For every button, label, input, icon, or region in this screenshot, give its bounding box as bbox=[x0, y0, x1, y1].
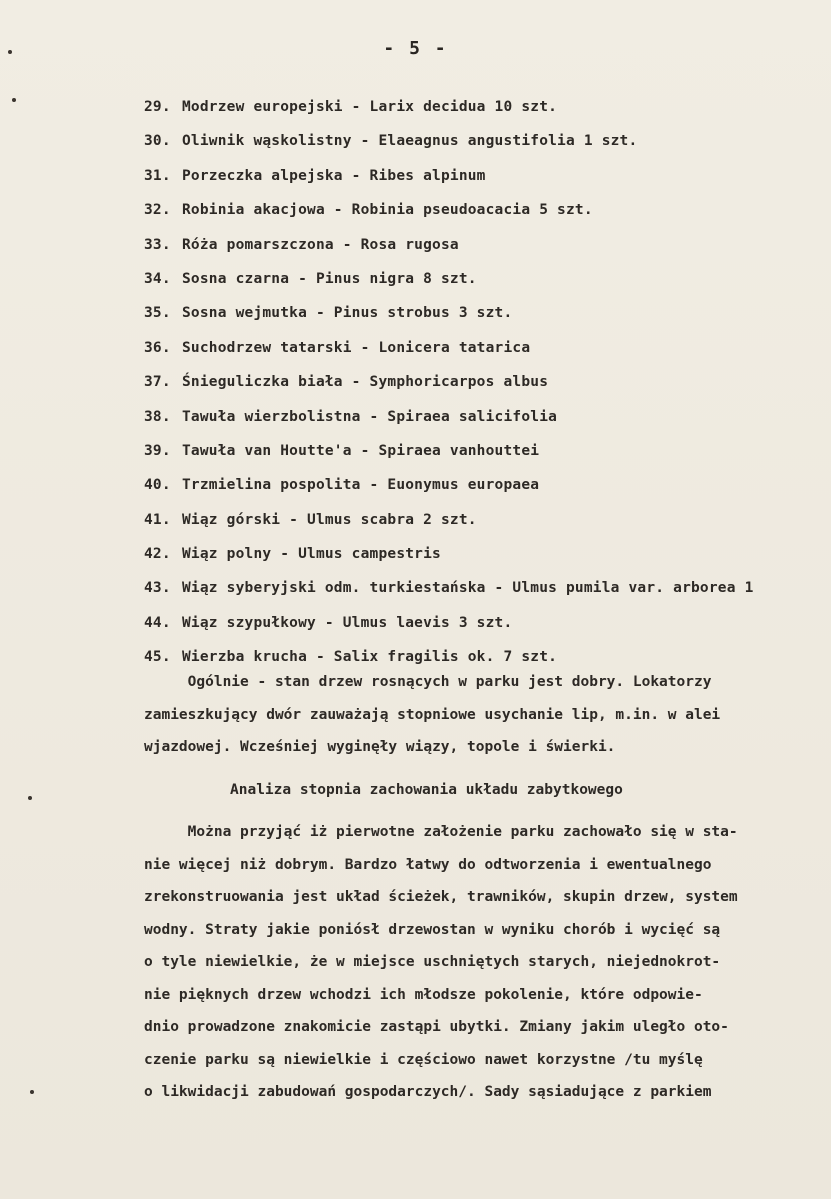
paragraph-line: wodny. Straty jakie poniósł drzewostan w wyniku chorób i wycięć są bbox=[144, 921, 721, 938]
list-item-text: Wiąz syberyjski odm. turkiestańska - Ulmus pumila var. arborea 1 bbox=[182, 580, 754, 597]
paragraph-line: czenie parku są niewielkie i częściowo nawet korzystne /tu myślę bbox=[144, 1051, 703, 1068]
list-item-text: Porzeczka alpejska - Ribes alpinum bbox=[182, 167, 486, 184]
margin-mark bbox=[8, 50, 12, 54]
list-item bbox=[144, 296, 831, 330]
list-item-number: 42. bbox=[144, 546, 171, 563]
list-item-text: Sosna wejmutka - Pinus strobus 3 szt. bbox=[182, 305, 513, 322]
section-heading: Analiza stopnia zachowania układu zabytkowego bbox=[230, 782, 623, 798]
list-item-text: Tawuła van Houtte'a - Spiraea vanhouttei bbox=[182, 442, 540, 459]
list-item bbox=[144, 400, 831, 434]
list-item-number: 36. bbox=[144, 339, 171, 356]
list-item-text: Wiąz górski - Ulmus scabra 2 szt. bbox=[182, 511, 477, 528]
paragraph-line: Można przyjąć iż pierwotne założenie parku zachowało się w sta- bbox=[144, 824, 738, 840]
list-item-number: 33. bbox=[144, 236, 171, 253]
list-item bbox=[144, 228, 831, 262]
margin-mark bbox=[30, 1090, 34, 1094]
paragraph-line: wjazdowej. Wcześniej wyginęły wiązy, topole i świerki. bbox=[144, 739, 616, 755]
list-item-number: 44. bbox=[144, 614, 171, 631]
paragraph-line: zamieszkujący dwór zauważają stopniowe usychanie lip, m.in. w alei bbox=[144, 706, 721, 723]
paragraph-line: Ogólnie - stan drzew rosnących w parku jest dobry. Lokatorzy bbox=[144, 674, 712, 690]
list-item bbox=[144, 159, 831, 193]
list-item-text: Wiąz polny - Ulmus campestris bbox=[182, 546, 441, 563]
list-item-text: Modrzew europejski - Larix decidua 10 szt. bbox=[182, 99, 558, 115]
paragraph-condition bbox=[144, 666, 831, 764]
list-item-number: 30. bbox=[144, 133, 171, 150]
margin-mark bbox=[12, 98, 16, 102]
paragraph-line: o tyle niewielkie, że w miejsce uschniętych starych, niejednokrot- bbox=[144, 954, 721, 970]
paragraph-line: zrekonstruowania jest układ ścieżek, trawników, skupin drzew, system bbox=[144, 889, 738, 905]
list-item-number: 29. bbox=[144, 99, 171, 115]
list-item-number: 39. bbox=[144, 442, 171, 459]
list-item-number: 35. bbox=[144, 305, 171, 322]
list-item-text: Robinia akacjowa - Robinia pseudoacacia 5 szt. bbox=[182, 202, 593, 219]
list-item bbox=[144, 537, 831, 571]
list-item bbox=[144, 468, 831, 502]
list-item-text: Śnieguliczka biała - Symphoricarpos albus bbox=[182, 374, 549, 391]
list-item-number: 45. bbox=[144, 649, 171, 666]
list-item-text: Sosna czarna - Pinus nigra 8 szt. bbox=[182, 270, 477, 287]
list-item-text: Wierzba krucha - Salix fragilis ok. 7 szt. bbox=[182, 649, 558, 666]
list-item bbox=[144, 606, 831, 640]
list-item bbox=[144, 365, 831, 399]
list-item-text: Róża pomarszczona - Rosa rugosa bbox=[182, 236, 459, 253]
list-item-number: 43. bbox=[144, 580, 171, 597]
list-item bbox=[144, 434, 831, 468]
list-item-number: 31. bbox=[144, 167, 171, 184]
list-item-text: Trzmielina pospolita - Euonymus europaea bbox=[182, 477, 540, 494]
list-item bbox=[144, 331, 831, 365]
margin-mark bbox=[28, 796, 32, 800]
list-item-text: Tawuła wierzbolistna - Spiraea salicifolia bbox=[182, 408, 558, 425]
paragraph-line: nie więcej niż dobrym. Bardzo łatwy do odtworzenia i ewentualnego bbox=[144, 856, 712, 873]
list-item-number: 40. bbox=[144, 477, 171, 494]
paragraph-line: dnio prowadzone znakomicie zastąpi ubytki. Zmiany jakim uległo oto- bbox=[144, 1019, 729, 1035]
species-list bbox=[144, 90, 831, 675]
paragraph-line: o likwidacji zabudowań gospodarczych/. Sady sąsiadujące z parkiem bbox=[144, 1084, 712, 1100]
page-number: - 5 - bbox=[383, 38, 448, 59]
list-item-number: 37. bbox=[144, 374, 171, 391]
paragraph-line: nie pięknych drzew wchodzi ich młodsze pokolenie, które odpowie- bbox=[144, 986, 703, 1003]
list-item bbox=[144, 124, 831, 158]
list-item-text: Oliwnik wąskolistny - Elaeagnus angustifolia 1 szt. bbox=[182, 133, 638, 150]
list-item-text: Wiąz szypułkowy - Ulmus laevis 3 szt. bbox=[182, 614, 513, 631]
list-item bbox=[144, 571, 831, 605]
list-item-number: 34. bbox=[144, 270, 171, 287]
list-item bbox=[144, 262, 831, 296]
list-item bbox=[144, 90, 831, 124]
list-item-text: Suchodrzew tatarski - Lonicera tatarica bbox=[182, 339, 531, 356]
list-item-number: 38. bbox=[144, 408, 171, 425]
list-item bbox=[144, 193, 831, 227]
list-item bbox=[144, 503, 831, 537]
list-item-number: 32. bbox=[144, 202, 171, 219]
list-item-number: 41. bbox=[144, 511, 171, 528]
paragraph-analysis bbox=[144, 816, 831, 1109]
